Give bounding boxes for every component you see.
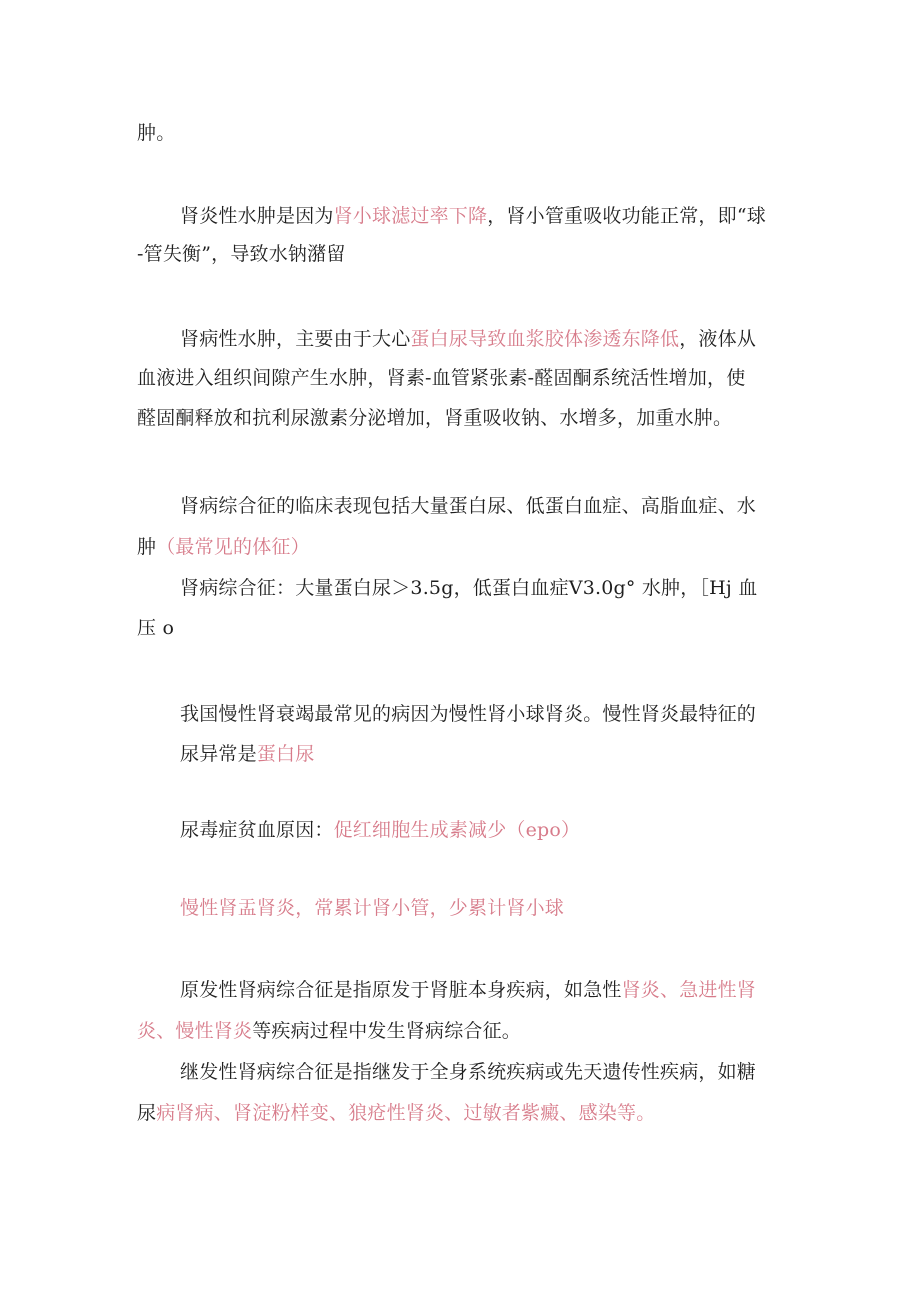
text-line — [180, 494, 756, 518]
text-run: 原发性肾病综合征是指原发于肾脏本身疾病，如急性 — [180, 979, 622, 1001]
text-line — [180, 1060, 756, 1084]
highlighted-text: 肾炎、急进性肾 — [621, 979, 757, 1001]
text-line — [180, 818, 580, 842]
highlighted-text: 蛋白尿导致血浆胶体渗透东降低 — [410, 328, 680, 350]
text-run: 肾炎性水肿是因为 — [180, 205, 334, 227]
text-line — [137, 535, 310, 559]
text-line — [180, 327, 756, 351]
text-run: 尿 — [137, 1102, 157, 1124]
text-line — [137, 616, 174, 640]
text-run: 继发性肾病综合征是指继发于全身系统疾病或先天遗传性疾病，如糖 — [180, 1061, 757, 1083]
text-run: 肿。 — [137, 122, 176, 144]
text-run: 血液进入组织间隙产生水肿，肾素-血管紧张素-醛固酮系统活性增加，使 — [137, 367, 746, 389]
text-run: 肾病性水肿，主要由于大心 — [180, 328, 411, 350]
text-line — [137, 1019, 521, 1043]
text-line — [137, 1101, 655, 1125]
text-run: ，液体从 — [679, 328, 757, 350]
highlighted-text: 慢性肾盂肾炎，常累计肾小管，少累计肾小球 — [180, 897, 565, 919]
text-run: 压 o — [137, 617, 175, 639]
text-run: 尿异常是 — [180, 743, 257, 765]
text-run: 肾病综合征：大量蛋白尿＞3.5g，低蛋白血症V3.0g° 水肿，［Hj 血 — [180, 577, 758, 599]
text-run: 肿 — [137, 536, 157, 558]
highlighted-text: 蛋白尿 — [256, 743, 315, 765]
text-line — [137, 406, 732, 430]
highlighted-text: 炎、慢性肾炎 — [137, 1020, 253, 1042]
text-line — [137, 121, 175, 145]
highlighted-text: （最常见的体征） — [156, 536, 310, 558]
text-line — [180, 742, 314, 766]
text-line — [180, 896, 564, 920]
text-line — [137, 366, 745, 390]
text-run: -管失衡”，导致水钠潴留 — [137, 243, 346, 265]
highlighted-text: 肾小球滤过率下降 — [333, 205, 488, 227]
text-run: 肾病综合征的临床表现包括大量蛋白尿、低蛋白血症、高脂血症、水 — [180, 495, 757, 517]
text-line — [180, 702, 756, 726]
text-line — [180, 978, 756, 1002]
text-run: ，肾小管重吸收功能正常，即“球 — [487, 205, 766, 227]
highlighted-text: 促红细胞生成素减少（epo） — [333, 819, 581, 841]
highlighted-text: 病肾病、肾淀粉样变、狼疮性肾炎、过敏者紫癜、感染等。 — [156, 1102, 656, 1124]
text-line — [137, 242, 346, 266]
text-run: 醛固酮释放和抗利尿激素分泌增加，肾重吸收钠、水增多，加重水肿。 — [137, 407, 733, 429]
text-line — [180, 576, 757, 600]
text-run: 尿毒症贫血原因： — [180, 819, 334, 841]
text-run: 等疾病过程中发生肾病综合征。 — [252, 1020, 522, 1042]
text-line — [180, 204, 766, 228]
text-run: 我国慢性肾衰竭最常见的病因为慢性肾小球肾炎。慢性肾炎最特征的 — [180, 703, 757, 725]
